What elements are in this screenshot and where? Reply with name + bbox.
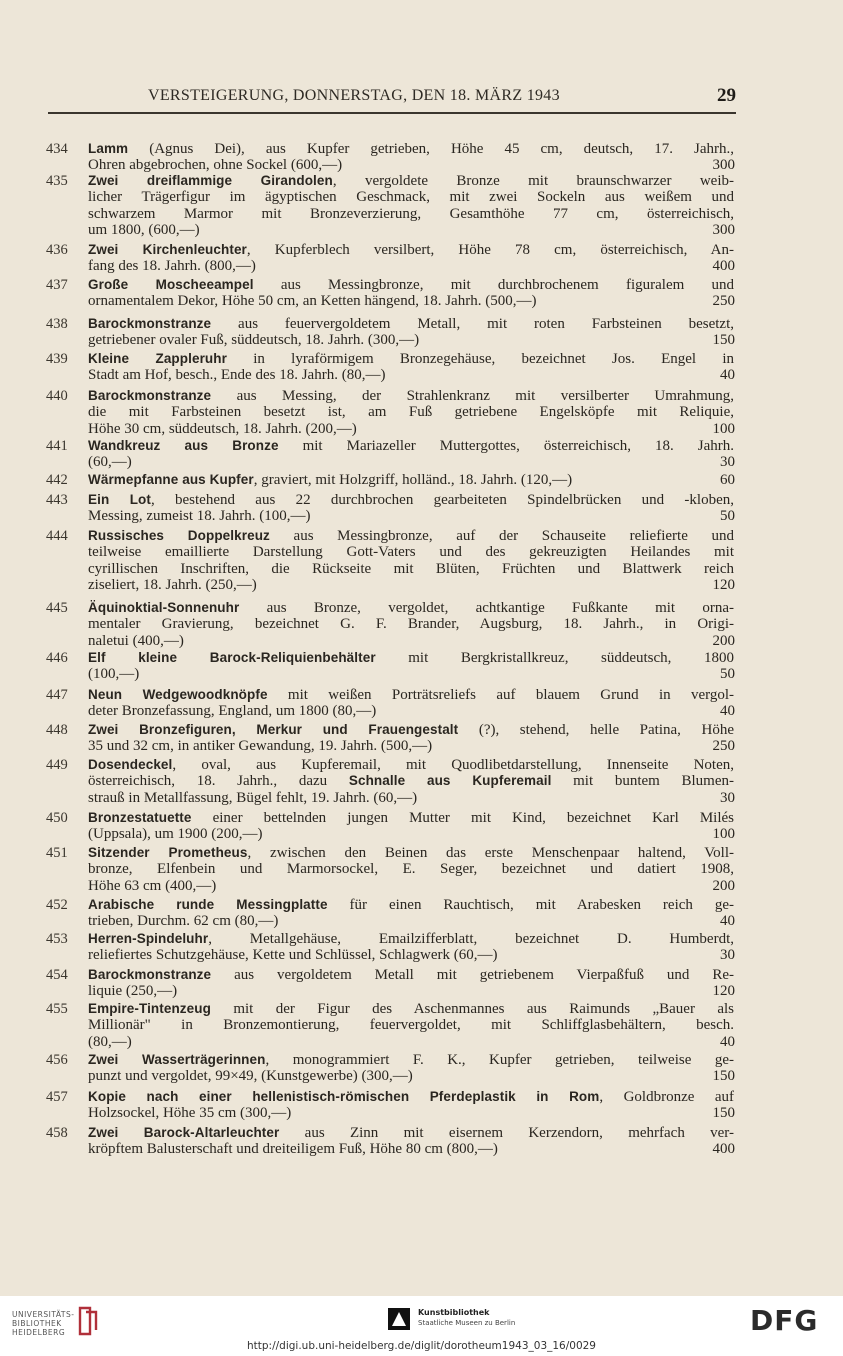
lot-number: 455 — [46, 1001, 68, 1017]
lot-price: 40 — [720, 367, 735, 384]
lot-description-line: Zwei Barock-Altarleuchter aus Zinn mit eisernem Kerzendorn, mehrfach ver- — [88, 1125, 734, 1141]
lot-number: 434 — [46, 141, 68, 157]
lot-description-line: Lamm (Agnus Dei), aus Kupfer getrieben, Höhe 45 cm, deutsch, 17. Jahrh., — [88, 141, 734, 157]
lot-number: 438 — [46, 316, 68, 332]
lot-number: 445 — [46, 600, 68, 616]
lot-description-line: Arabische runde Messingplatte für einen Rauchtisch, mit Arabesken reich ge- — [88, 897, 734, 913]
lot-description-line: Russisches Doppelkreuz aus Messingbronze, auf der Schauseite reliefierte und — [88, 528, 734, 544]
lot-description-line: Holzsockel, Höhe 35 cm (300,—) — [88, 1105, 292, 1122]
lot-price: 100 — [712, 420, 735, 437]
lot-number: 447 — [46, 687, 68, 703]
lot-description-line: naletui (400,—) — [88, 632, 184, 649]
lot-description-line: trieben, Durchm. 62 cm (80,—) — [88, 913, 279, 930]
lot-number: 436 — [46, 242, 68, 258]
lot-price: 60 — [720, 472, 735, 488]
lot-number: 444 — [46, 528, 68, 544]
lot-price: 40 — [720, 913, 735, 930]
lot-description-line: Barockmonstranze aus Messing, der Strahlenkranz mit versilberter Umrahmung, — [88, 388, 734, 404]
lot-price: 150 — [712, 1105, 735, 1122]
lot-description-line: Zwei Wasserträgerinnen, monogrammiert F. K., Kupfer getrieben, teilweise ge- — [88, 1052, 734, 1068]
lot-price: 200 — [712, 632, 735, 649]
lot-price: 40 — [720, 1033, 735, 1050]
lot-price: 120 — [712, 576, 735, 593]
university-line: HEIDELBERG — [12, 1328, 66, 1337]
lot-price: 30 — [720, 789, 735, 806]
lot-number: 435 — [46, 173, 68, 189]
lot-description-line: bronze, Elfenbein und Marmorsockel, E. Seger, bezeichnet und datiert 1908, — [88, 861, 734, 878]
kunstbibliothek-logo-icon — [386, 1306, 412, 1332]
lot-description-line: Höhe 30 cm, süddeutsch, 18. Jahrh. (200,—) — [88, 420, 357, 437]
university-library-name — [12, 1310, 74, 1337]
lot-description-line: Wandkreuz aus Bronze mit Mariazeller Muttergottes, österreichisch, 18. Jahrh. — [88, 438, 734, 454]
lot-description-line: Herren-Spindeluhr, Metallgehäuse, Emailzifferblatt, bezeichnet D. Humberdt, — [88, 931, 734, 947]
lot-description-line: um 1800, (600,—) — [88, 221, 200, 238]
lot-description-line: Empire-Tintenzeug mit der Figur des Aschenmannes aus Raimunds „Bauer als — [88, 1001, 734, 1017]
lot-description-line: cyrillischen Inschriften, die Rückseite mit Blüten, Früchten und Blattwerk reich — [88, 560, 734, 577]
lot-price: 30 — [720, 454, 735, 471]
lot-description-line: Höhe 63 cm (400,—) — [88, 877, 217, 894]
footer-bar — [0, 1296, 843, 1356]
lot-number: 458 — [46, 1125, 68, 1141]
lot-number: 442 — [46, 472, 68, 488]
lot-description-line: licher Trägerfigur im ägyptischen Geschmack, mit zwei Sockeln aus weißem und — [88, 189, 734, 206]
lot-price: 150 — [712, 1068, 735, 1085]
lot-number: 452 — [46, 897, 68, 913]
lot-description-line: 35 und 32 cm, in antiker Gewandung, 19. Jahrh. (500,—) — [88, 738, 433, 755]
lot-description-line: (60,—) — [88, 454, 132, 471]
lot-description-line: Große Moscheeampel aus Messingbronze, mit durchbrochenem figuralem und — [88, 277, 734, 293]
lot-description-line: (100,—) — [88, 666, 140, 683]
lot-description-line: Elf kleine Barock-Reliquienbehälter mit Bergkristallkreuz, süddeutsch, 1800 — [88, 650, 734, 666]
lot-price: 120 — [712, 983, 735, 1000]
lot-description-line: Äquinoktial-Sonnenuhr aus Bronze, vergoldet, achtkantige Fußkante mit orna- — [88, 600, 734, 616]
lot-number: 437 — [46, 277, 68, 293]
lot-description-line: Kopie nach einer hellenistisch-römischen Pferdeplastik in Rom, Goldbronze auf — [88, 1089, 734, 1105]
lot-description-line: getriebener ovaler Fuß, süddeutsch, 18. Jahrh. (300,—) — [88, 332, 420, 349]
page-number: 29 — [717, 85, 736, 106]
lot-description-line: mentaler Gravierung, bezeichnet G. F. Brander, Augsburg, 18. Jahrh., in Origi- — [88, 616, 734, 633]
lot-number: 443 — [46, 492, 68, 508]
lot-description-line: liquie (250,—) — [88, 983, 178, 1000]
lot-price: 200 — [712, 877, 735, 894]
lot-number: 450 — [46, 810, 68, 826]
lot-price: 50 — [720, 508, 735, 525]
lot-description-line: Zwei Bronzefiguren, Merkur und Frauengestalt (?), stehend, helle Patina, Höhe — [88, 722, 734, 738]
kunstbibliothek-title: Kunstbibliothek — [418, 1308, 490, 1317]
lot-description-line: teilweise emaillierte Darstellung Gott-Vaters und des gekreuzigten Heilandes mit — [88, 544, 734, 561]
lot-number: 456 — [46, 1052, 68, 1068]
lot-description-line: österreichisch, 18. Jahrh., dazu Schnalle aus Kupferemail mit buntem Blumen- — [88, 773, 734, 790]
lot-price: 300 — [712, 221, 735, 238]
lot-description-line: Wärmepfanne aus Kupfer, graviert, mit Holzgriff, holländ., 18. Jahrh. (120,—) — [88, 472, 573, 488]
lot-number: 446 — [46, 650, 68, 666]
lot-description-line: Sitzender Prometheus, zwischen den Beinen das erste Menschenpaar haltend, Voll- — [88, 845, 734, 861]
lot-description-line: Zwei Kirchenleuchter, Kupferblech versilbert, Höhe 78 cm, österreichisch, An- — [88, 242, 734, 258]
lot-description-line: Ein Lot, bestehend aus 22 durchbrochen gearbeiteten Spindelbrücken und -kloben, — [88, 492, 734, 508]
lot-price: 300 — [712, 157, 735, 174]
lot-price: 400 — [712, 1141, 735, 1158]
lot-description-line: Bronzestatuette einer bettelnden jungen Mutter mit Kind, bezeichnet Karl Milés — [88, 810, 734, 826]
lot-description-line: Dosendeckel, oval, aus Kupferemail, mit Quodlibetdarstellung, Innenseite Noten, — [88, 757, 734, 773]
lot-description-line: Barockmonstranze aus feuervergoldetem Metall, mit roten Farbsteinen besetzt, — [88, 316, 734, 332]
lot-price: 250 — [712, 738, 735, 755]
lot-description-line: kröpftem Balusterschaft und dreiteiligem Fuß, Höhe 80 cm (800,—) — [88, 1141, 498, 1158]
lot-number: 449 — [46, 757, 68, 773]
lot-description-line: Zwei dreiflammige Girandolen, vergoldete Bronze mit braunschwarzer weib- — [88, 173, 734, 189]
lot-price: 100 — [712, 826, 735, 843]
dfg-logo: DFG — [750, 1304, 819, 1337]
lot-description-line: reliefiertes Schutzgehäuse, Kette und Schlüssel, Schlagwerk (60,—) — [88, 947, 498, 964]
lot-price: 50 — [720, 666, 735, 683]
lot-description-line: (Uppsala), um 1900 (200,—) — [88, 826, 263, 843]
lot-description-line: strauß in Metallfassung, Bügel fehlt, 19. Jahrh. (60,—) — [88, 789, 418, 806]
lot-description-line: (80,—) — [88, 1033, 132, 1050]
lot-number: 454 — [46, 967, 68, 983]
lot-number: 453 — [46, 931, 68, 947]
lot-description-line: fang des 18. Jahrh. (800,—) — [88, 258, 256, 275]
source-url[interactable]: http://digi.ub.uni-heidelberg.de/diglit/dorotheum1943_03_16/0029 — [247, 1340, 596, 1352]
lot-description-line: Millionär" in Bronzemontierung, feuervergoldet, mit Schliffglasbehältern, besch. — [88, 1017, 734, 1034]
lot-description-line: Ohren abgebrochen, ohne Sockel (600,—) — [88, 157, 343, 174]
lot-price: 250 — [712, 293, 735, 310]
lot-number: 439 — [46, 351, 68, 367]
lot-number: 457 — [46, 1089, 68, 1105]
lot-number: 451 — [46, 845, 68, 861]
lot-description-line: Messing, zumeist 18. Jahrh. (100,—) — [88, 508, 311, 525]
lot-description-line: Neun Wedgewoodknöpfe mit weißen Porträtsreliefs auf blauem Grund in vergol- — [88, 687, 734, 703]
lot-number: 440 — [46, 388, 68, 404]
lot-description-line: ziseliert, 18. Jahrh. (250,—) — [88, 576, 257, 593]
lot-description-line: deter Bronzefassung, England, um 1800 (80,—) — [88, 703, 377, 720]
lot-description-line: ornamentalem Dekor, Höhe 50 cm, an Ketten hängend, 18. Jahrh. (500,—) — [88, 293, 537, 310]
lot-description-line: schwarzem Marmor mit Bronzeverzierung, Gesamthöhe 77 cm, österreichisch, — [88, 205, 734, 222]
page-title: VERSTEIGERUNG, DONNERSTAG, DEN 18. MÄRZ 1943 — [148, 87, 560, 104]
lot-description-line: Kleine Zappleruhr in lyraförmigem Bronzegehäuse, bezeichnet Jos. Engel in — [88, 351, 734, 367]
lot-description-line: die mit Farbsteinen besetzt ist, am Fuß getriebene Engelsköpfe mit Reliquie, — [88, 404, 734, 421]
university-line: BIBLIOTHEK — [12, 1319, 62, 1328]
lot-description-line: punzt und vergoldet, 99×49, (Kunstgewerbe) (300,—) — [88, 1068, 413, 1085]
lot-price: 40 — [720, 703, 735, 720]
lot-price: 30 — [720, 947, 735, 964]
university-logo-icon — [76, 1304, 100, 1338]
university-line: UNIVERSITÄTS- — [12, 1310, 75, 1319]
kunstbibliothek-subtitle: Staatliche Museen zu Berlin — [418, 1319, 516, 1327]
lot-price: 400 — [712, 258, 735, 275]
lot-description-line: Stadt am Hof, besch., Ende des 18. Jahrh. (80,—) — [88, 367, 386, 384]
lot-description-line: Barockmonstranze aus vergoldetem Metall mit getriebenem Vierpaßfuß und Re- — [88, 967, 734, 983]
lot-number: 448 — [46, 722, 68, 738]
lot-number: 441 — [46, 438, 68, 454]
lot-price: 150 — [712, 332, 735, 349]
